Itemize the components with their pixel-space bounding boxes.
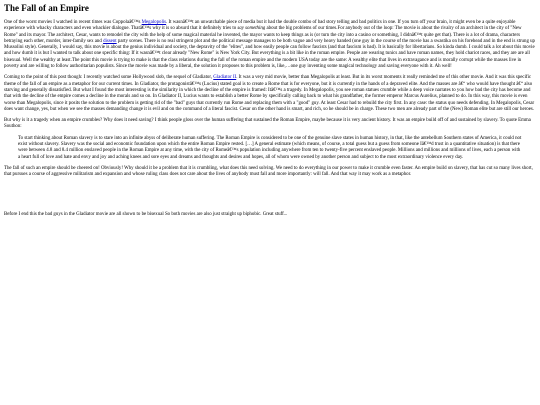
paragraph-1: One of the worst movies I watched in recent times was Coppolaâ€™s Megalopolis. It wasnâ€™t an unwatchable piece of media but it had the double combo of bad story telling and bad politics in one. If you turn off your brain, it might even be a quite enjoyable experience with whacky characters and even whackier dialogue. Thatâ€™s why it is so absurd that it definitely tries to say something about the big problems of our times.For anybody out of the loop: The movie is about the rivalry of an architect in the city of "New Rome" and its mayor. The architect, Cesar, wants to remodel the city with the help of some magical material he invented, the mayor wants to keep things as is (or turn the city into a casino or something, I didnâ€™t quite get that). There is a lot of drama, characters betraying each other, murder, inter-family sex and dissent party scenes. There is no real stringent plot and the political message manages to be both vague and very heavy handed (one guy in the course of the movie has a swastika on his forehead and in the end is strung up Mussolini style). Generally, I would say, this movie is about the genius individual and society, the depravity of the "elites", and how easily people can follow fascists (and that fascism is bad). It is basically for libertarians. So kinda dumb. I could talk a lot about this movie and how dumb it is but I wanted to talk about one specific thing: If it wasnâ€™t clear already "New Rome" is New York City. But everything is a bit like in the roman empire. People are wearing tunics and have roman names, they hold chariot races, and they are are all bisexual. Well the wealthy at least.The point this movie is trying to make is that the class relations during the fall of the roman empire and the modern USA today are the same: A wealthy elite that lives in extravagance and is morally corrupt while the masses live in poverty and are willing to follow authoritarian populists. Since the movie was made by a liberal, the solution it proposes to this problem is, like,…one guy inventing some magical technology and saving everyone with it. Ah well! [4, 20, 536, 70]
paragraph-2: Coming to the point of this post though: I recently watched some Hollywood slob, the sequel of Gladiator, Gladiator II. It was a very mid movie, better than Megalopolis at least. But in its worst moments it really reminded me of this other movie. And it was this specific theme of the fall of an empire as a metaphor for our current times. In Gladiator, the protagonistâ€™s (Lucius) stated goal is to create a Rome that is for everyone, but it is currently in the hands of a depraved elite. And the masses are â€“ who would have thought â€“ also starving and generally dissatisfied. But what I found the most interesting is the similarity in which the decline of the empire is framed: Itâ€™s a tragedy. In Megalopolis, you see roman statues crumble while a deep voice narrates to you how bad the city has become and that with the decline of the empire comes a decline in the morals and so on. In Gladiator II, Lucius wants to establish a better Rome by specifically calling back to what his grandfather, the former emperor Marcus Aurelius, planned to do. In this way, this movie is even worse than Megalopolis, since it posits the solution to the problem is getting rid of the "bad" guys that currently run Rome and replacing them with a "good" guy. At least Cesar had to rebuild the city first. In any case: the status quo needs defending. In Megalopolis, Cesar does want change, yes, but when we see the masses demanding change it is evil and on the command of a literal fascist. Cesar on the other hand is smart, and rich, so he should be in charge. These two men are already part of the (New) Roman elite but are still our heroes. [4, 75, 535, 112]
link-megalopolis[interactable]: Megalopolis [141, 20, 167, 25]
paragraph-3: But why is it a tragedy when an empire crumbles? Why does it need saving? I think people gloss over the human suffering that sustained the Roman Empire, maybe because it is very ancient history. It was an empire build off of and sustained by slavery. To quote Emma Southon: [4, 118, 531, 130]
paragraph-5: Before I end this the bad guys in the Gladiator movie are all shown to be bisexual So both movies are also just straight up biphobic. Great stuff... [4, 211, 288, 217]
link-dissent[interactable]: dissent [103, 38, 117, 44]
page-title: The Fall of an Empire [4, 3, 89, 13]
paragraph-4: The fall of such an empire should be cheered on! Obviously! Why should it be a problem that it is crumbling, what does this need solving. We need to do everything in our power to make it crumble even faster. An empire build on slavery, that has cut so many lives short, that pursues a course of aggressive militarism and expansion and whose ruling class does not care about the lives of anybody must fall and more importantly: will fall. And that way it may work as a metaphor. [4, 165, 533, 178]
link-gladiator-ii[interactable]: Gladiator II [213, 75, 237, 81]
quote-emma-southon: To start thinking about Roman slavery is to stare into an infinite abyss of deliberate human suffering. The Roman Empire is considered to be one of the genuine slave states in human history, in that, like the antebellum Southern states of America, it could not exist without slavery. Slavery was the social and economic foundation upon which the entire Roman Empire rested. […] A general estimate (which means, of course, a total guess but a guess from someone Iâ€™d trust in a quantitative situation) is that there were between 4.8 and 8.4 million enslaved people in the Roman Empire at any time, with the city of Romeâ€™s population including anywhere from ten to twenty-five percent enslaved people. Millions and millions and millions of lives, each a person with a heart full of love and hate and envy and joy and aching knees and sore eyes and dreams and thoughts and desires and hopes, all of whom were owned by another person and subject to the most extraordinary violence every day. [18, 135, 522, 160]
spacer [4, 184, 536, 212]
